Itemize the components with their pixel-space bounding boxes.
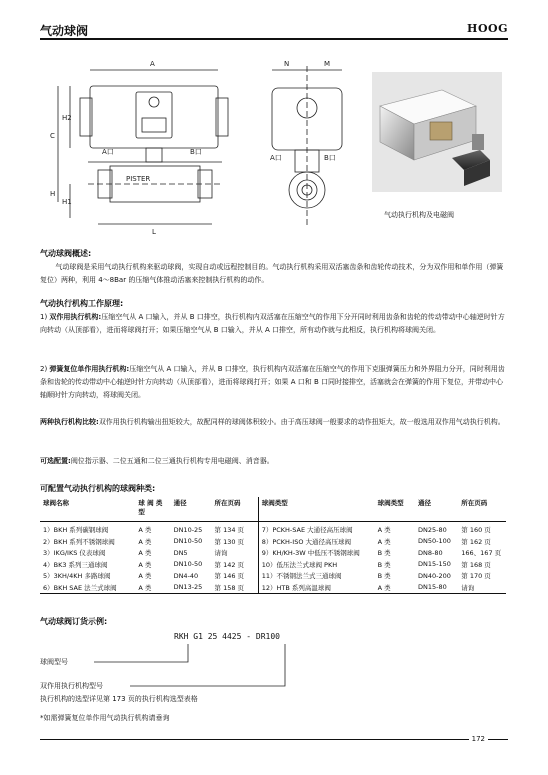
valve-model-label: 球阀型号 [40,658,68,666]
item-text: 压缩空气从 A 口输入，并从 B 口排空，执行机构内双活塞在压缩空气的作用下分开同时利用齿条和齿轮的传动带动中心轴逆时针方向转动（从顶部看），进而将球阀打开；如果压缩空气从 B 口输入，并从 A 口排空，所有动作就与此相反，执行机构将球阀关闭。 [40,313,505,334]
table-cell: 5）3KH/4KH 多路球阀 [43,572,111,581]
column-header: 球阀名称 [40,497,135,522]
dim-label: M [324,60,331,68]
table-cell: A 类 [135,582,170,594]
column-header: 球阀类型 [258,497,374,522]
actuator-model-label: 双作用执行机构型号 [40,682,103,690]
table-cell: 第 142 页 [214,560,245,569]
dim-label: H1 [62,198,72,206]
table-cell: 第 146 页 [214,572,245,581]
table-cell: 第 158 页 [212,582,259,594]
table-row [40,582,506,594]
table-cell: 第 130 页 [214,537,245,546]
port-label: B口 [190,148,202,156]
table-cell: A 类 [377,526,391,535]
table-cell: 第 134 页 [214,526,245,535]
table-cell: DN4-40 [173,571,199,580]
item-title: 双作用执行机构: [49,313,102,321]
table-cell: 166、167 页 [461,549,502,558]
comparison-heading: 两种执行机构比较: [40,418,99,426]
principle-item [40,311,506,337]
column-header: 通径 [415,497,458,522]
dim-label: N [284,60,290,68]
column-header: 通径 [171,497,212,522]
valve-technical-drawing [40,48,360,238]
table-cell: 第 160 页 [461,526,491,535]
table-cell: DN10-25 [173,525,203,534]
dim-label: L [152,228,156,236]
valve-marking: PISTER [126,175,151,183]
table-cell: DN10-50 [173,537,203,546]
table-cell: 第 168 页 [461,560,491,569]
overview-heading: 气动球阀概述: [40,249,92,258]
overview-text: 气动球阀是采用气动执行机构来驱动球阀，实现自动或远程控制目的。气动执行机构采用双活塞齿条和齿轮传动技术，分为双作用和单作用（弹簧复位）两种，利用 4～8Bar 的压缩气体推动活塞来控制执行机构的动作。 [40,263,504,284]
dim-label: A [150,60,155,68]
spring-return-note: *如需弹簧复位单作用气动执行机构请垂询 [40,714,170,722]
table-row [40,522,506,536]
item-number: 1) [40,313,48,321]
dim-label: H [50,190,56,198]
table-cell: B 类 [377,572,391,581]
table-cell: 12）HTB 系列高温球阀 [258,582,374,594]
options-heading: 可选配置: [40,457,71,465]
photo-caption: 气动执行机构及电磁阀 [384,211,454,219]
table-header-row [40,497,506,522]
table-cell: 10）低压法兰式球阀 PKH [258,559,374,571]
column-header: 球 阀 类 型 [135,497,170,522]
order-heading: 气动球阀订货示例: [40,617,108,626]
dim-label: C [50,132,55,140]
table-cell: DN13-25 [171,582,212,594]
item-number: 2) [40,365,48,373]
table-cell: A 类 [138,560,152,569]
header-rule [40,38,508,40]
table-cell: 第 162 页 [461,537,491,546]
table-cell: 9）KH/KH-3W 中低压不锈钢球阀 [258,547,374,559]
table-cell: 7）PCKH-SAE 大通径高压球阀 [258,522,374,536]
table-row [40,570,506,582]
table-cell: A 类 [138,549,152,558]
table-cell: DN50-100 [418,537,451,546]
table-cell: 请询 [458,582,506,594]
table-cell: DN10-50 [173,560,203,569]
item-text: 压缩空气从 A 口输入，并从 B 口排空，执行机构内双活塞在压缩空气的作用下克服弹簧压力和外界阻力分开，同时利用齿条和齿轮的传动带动中心轴逆时针方向转动（从顶部看），进而将球阀打开；如果 A 口和 B 口同时接排空，活塞就会在弹簧的作用下复位，并带动中心轴顺时针方向转动，将球阀关闭。 [40,365,505,399]
principle-item [40,363,506,402]
port-label: B口 [324,154,336,162]
dim-label: H2 [62,114,72,122]
port-label: A口 [102,148,114,156]
table-cell: B 类 [377,549,391,558]
item-title: 弹簧复位单作用执行机构: [49,365,130,373]
table-row [40,559,506,571]
table-cell: DN40-200 [418,571,451,580]
page-number: 172 [469,735,488,743]
table-cell: A 类 [138,537,152,546]
footer-rule [40,739,508,740]
table-cell: DN15-80 [415,582,458,594]
table-row [40,536,506,548]
table-cell: A 类 [138,572,152,581]
page-header-title: 气动球阀 [40,24,89,38]
table-cell: DN8-80 [418,548,443,557]
table-cell: 2）BKH 系列不锈钢球阀 [43,537,115,546]
table-cell: A 类 [377,537,391,546]
table-cell: 请询 [214,549,228,558]
table-cell: A 类 [138,526,152,535]
table-cell: 8）PCKH-ISO 大通径高压球阀 [258,536,374,548]
actuator-selection-note: 执行机构的选型详见第 173 页的执行机构选型表格 [40,695,198,703]
options-paragraph [40,455,506,468]
column-header: 所在页码 [458,497,506,522]
principle-heading: 气动执行机构工作原理: [40,299,124,308]
table-cell: DN25-80 [418,525,447,534]
table-cell: 11）不锈钢法兰式三通球阀 [258,570,374,582]
valve-types-table [40,497,506,594]
table-cell: 1）BKH 系列碳钢球阀 [43,526,109,535]
column-header: 所在页码 [212,497,259,522]
table-cell: 3）IKG/IKS 仪表球阀 [43,549,106,558]
table-cell: 第 170 页 [461,572,491,581]
table-cell: B 类 [377,560,391,569]
column-header: 球阀类型 [375,497,415,522]
order-code: RKH G1 25 4425 - DR100 [174,632,280,641]
types-table-heading: 可配置气动执行机构的球阀种类: [40,484,156,493]
table-cell: 6）BKH SAE 法兰式球阀 [40,582,135,594]
table-cell: DN15-150 [418,560,451,569]
brand-name: HOOG [467,22,508,35]
table-row [40,547,506,559]
port-label: A口 [270,154,282,162]
comparison-text: 双作用执行机构输出扭矩较大，故配同样的球阀体积较小。由于高压球阀一般要求的动作扭矩大，故一般选用双作用气动执行机构。 [98,418,505,426]
comparison-paragraph [40,416,506,429]
table-cell: DN5 [173,548,188,557]
options-text: 阀位指示器、二位五通和二位三通执行机构专用电磁阀、消音器。 [70,457,274,465]
actuator-solenoid-photo [372,72,502,192]
table-cell: A 类 [375,582,415,594]
table-cell: 4）BK3 系列三通球阀 [43,560,108,569]
